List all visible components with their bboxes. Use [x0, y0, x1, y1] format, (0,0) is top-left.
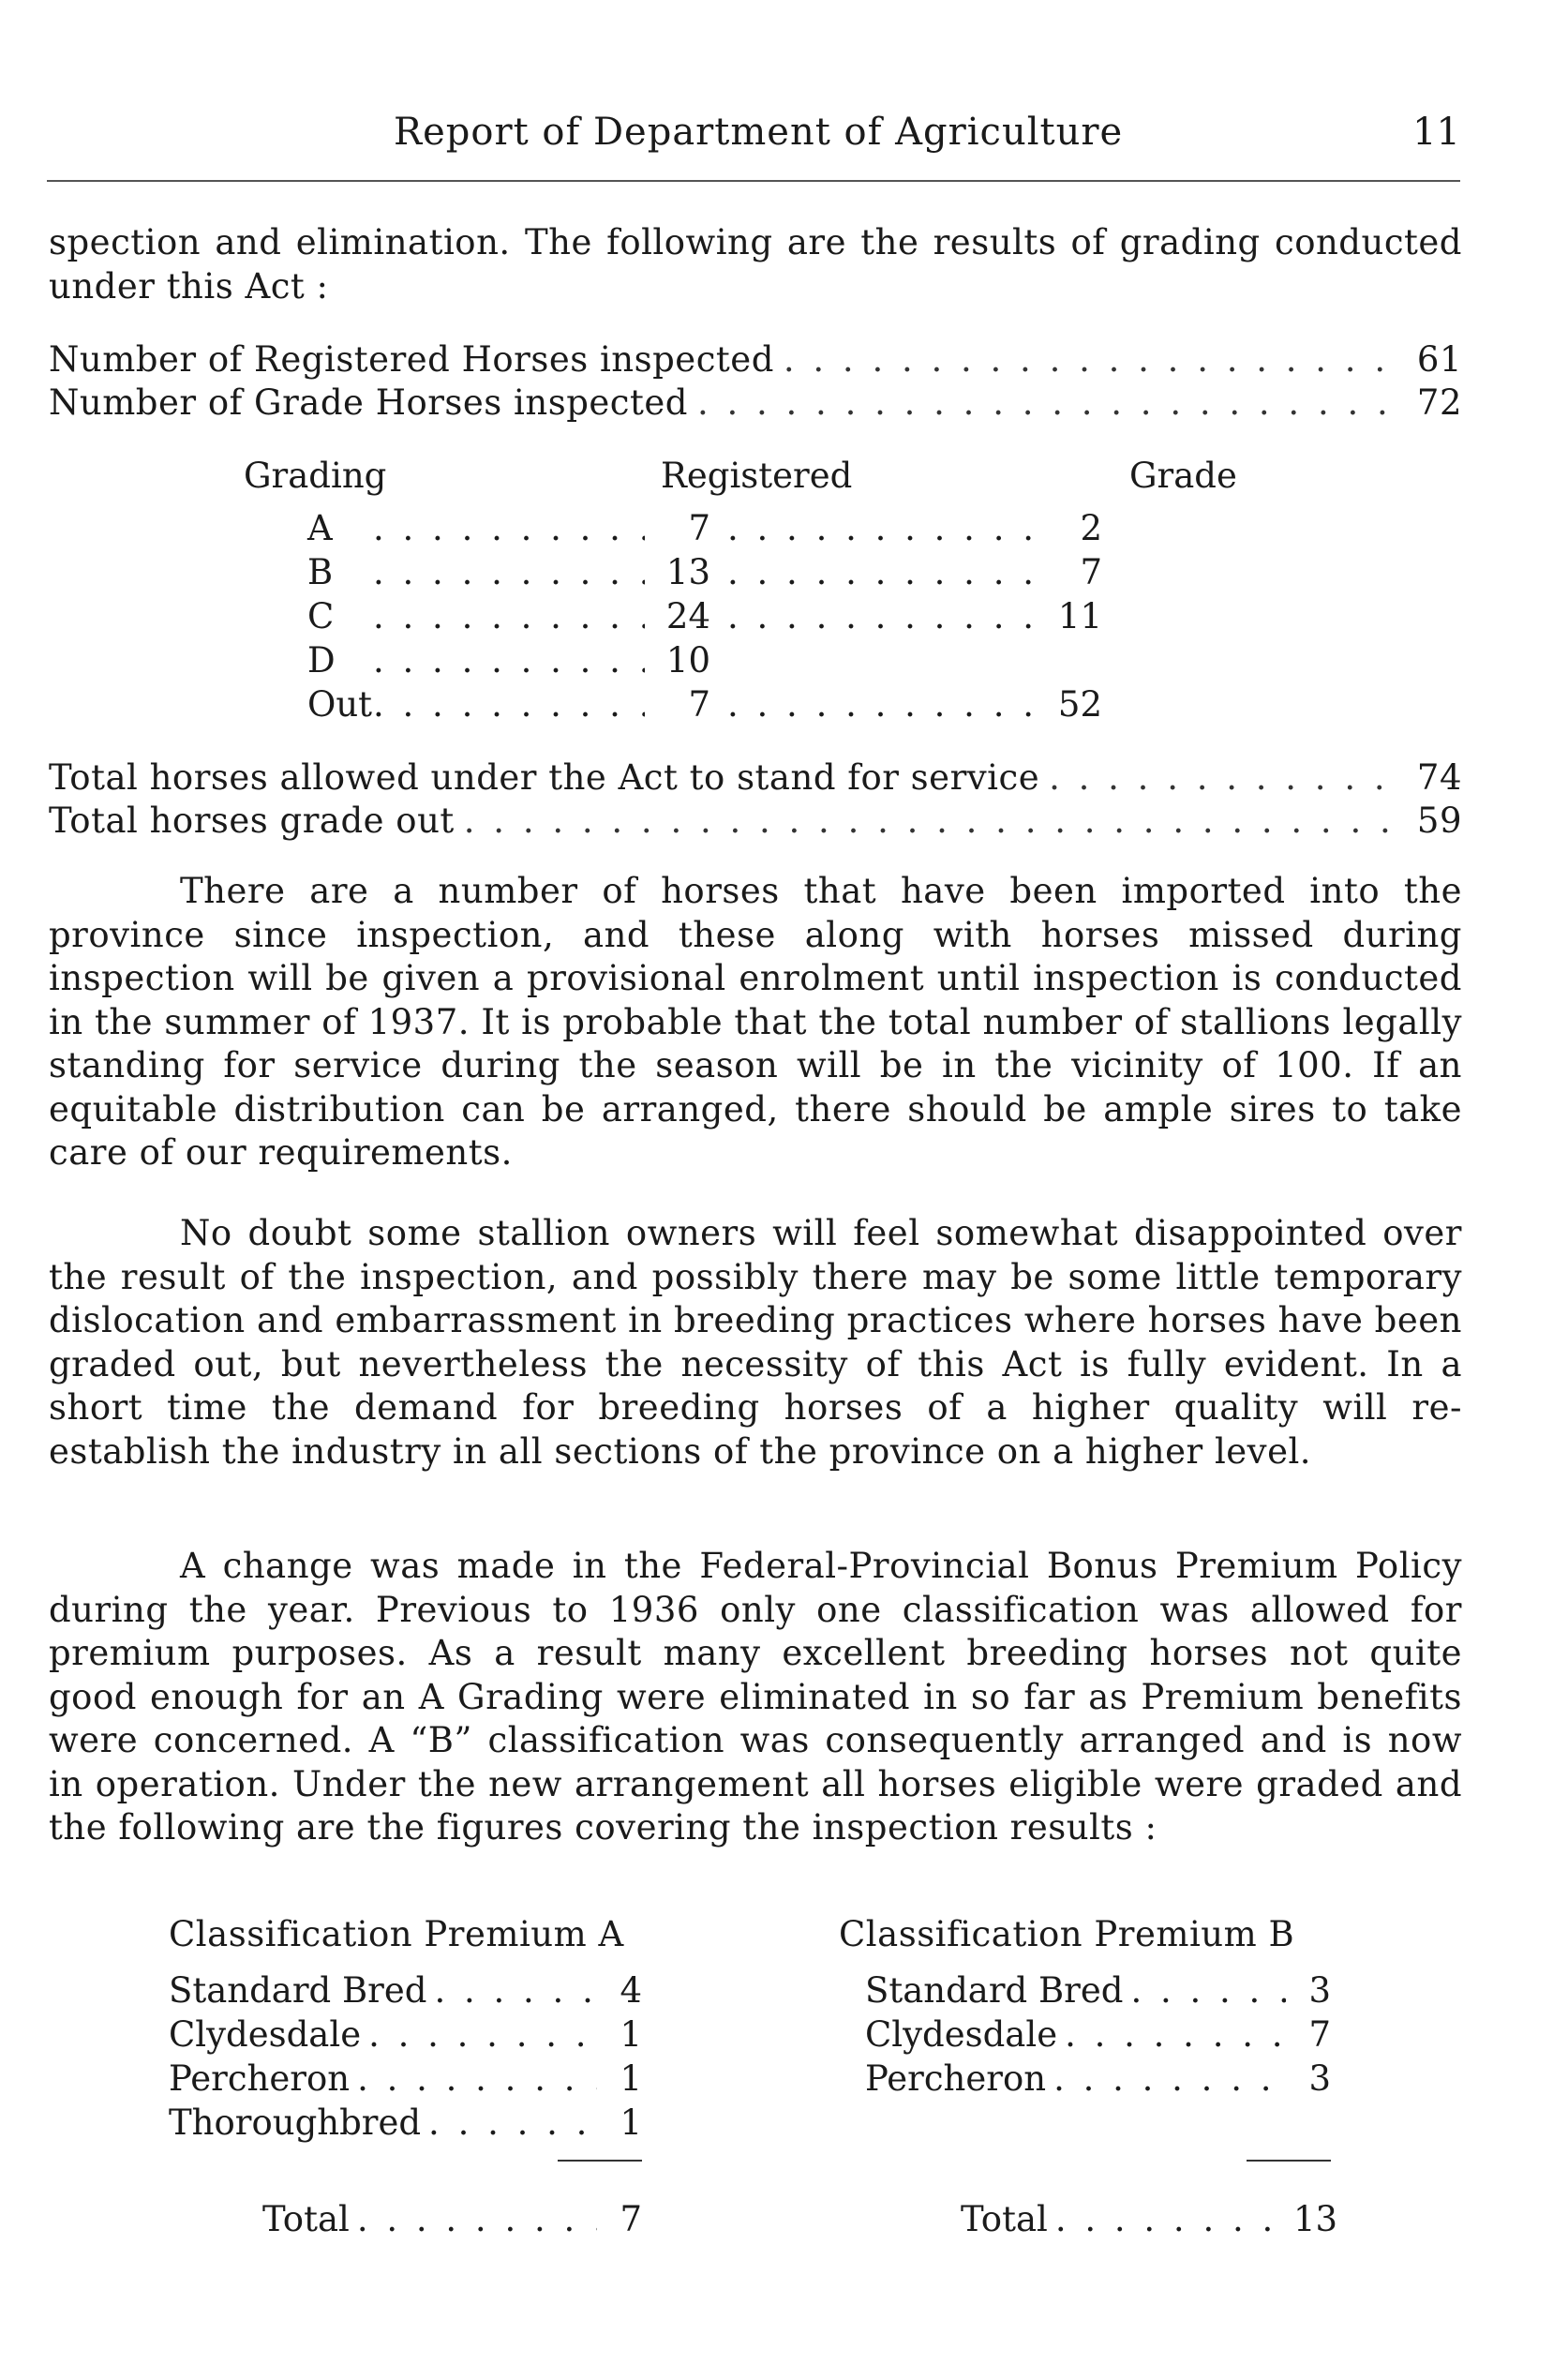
- grading-row-grade: Out: [307, 684, 373, 725]
- leader-dots: [727, 552, 1037, 592]
- body-paragraph-premium-policy: A change was made in the Federal-Provincial Bonus Premium Policy during the year. Previous to 1936 only one classification was allowed for premium purposes. As a result many excellent breeding horses not quite good enough for an A Grading were eliminated in so far as Premium benefits were concerned. A “B” classification was consequently arranged and is now in operation. Under the new arrangement all horses eligible were graded and the following are the figures covering the inspection results :: [49, 1546, 1462, 1848]
- premium-a-row: [169, 2014, 642, 2058]
- premium-b-breed: Standard Bred: [865, 1970, 1124, 2011]
- grading-row-grade: D: [307, 640, 336, 681]
- premium-a-row: [169, 2058, 642, 2102]
- premium-a-breed: Thoroughbred: [169, 2102, 422, 2143]
- leader-dots: [727, 596, 1037, 636]
- premium-b-row: [839, 2014, 1331, 2058]
- header-title: Report of Department of Agriculture: [394, 111, 1124, 154]
- premium-b-breed: Percheron: [865, 2058, 1047, 2099]
- grading-row-grade: B: [307, 552, 334, 592]
- premium-b-row: [839, 2058, 1331, 2102]
- col-header-registered: Registered: [661, 456, 853, 496]
- premium-a-count: 1: [620, 2014, 642, 2055]
- grading-row-registered: 7: [688, 684, 710, 725]
- premium-a-table: [169, 1914, 642, 2246]
- col-header-grade: Grade: [1129, 456, 1237, 496]
- leader-dots: [1065, 2014, 1286, 2055]
- leader-dots: [373, 640, 645, 681]
- premium-b-count: 3: [1308, 1970, 1331, 2011]
- leader-dots: [1053, 2058, 1286, 2099]
- premium-a-heading: Classification Premium A: [169, 1914, 624, 1954]
- leader-dots: [434, 1970, 597, 2011]
- premium-b-row: [839, 1970, 1331, 2014]
- running-header: [47, 111, 1460, 167]
- grading-table: [244, 456, 1256, 728]
- registered-inspected-label: Number of Registered Horses inspected: [49, 339, 774, 380]
- premium-b-total-label: Total: [961, 2199, 1048, 2239]
- leader-dots: [357, 2058, 597, 2099]
- grading-table-header: [244, 456, 1256, 508]
- grading-row: [244, 596, 1256, 640]
- premium-b-heading: Classification Premium B: [839, 1914, 1295, 1954]
- col-header-grading: Grading: [244, 456, 387, 496]
- leader-dots: [428, 2102, 597, 2143]
- leader-dots: [373, 684, 645, 725]
- registered-inspected-line: [49, 339, 1462, 384]
- grade-inspected-line: [49, 382, 1462, 427]
- grading-row-registered: 7: [688, 508, 710, 548]
- grading-row-registered: 24: [665, 596, 710, 636]
- leader-dots: [373, 508, 645, 548]
- leader-dots: [784, 339, 1401, 380]
- grading-row-grade: A: [307, 508, 333, 548]
- total-allowed-value: 74: [1416, 757, 1462, 798]
- leader-dots: [697, 382, 1401, 423]
- grading-row-grade-count: 7: [1080, 552, 1102, 592]
- premium-a-count: 1: [620, 2102, 642, 2143]
- premium-a-row: [169, 2102, 642, 2147]
- premium-a-total-row: [169, 2199, 642, 2246]
- premium-a-count: 4: [620, 1970, 642, 2011]
- sum-rule: [1247, 2160, 1331, 2162]
- grading-row: [244, 640, 1256, 684]
- total-grade-out-value: 59: [1416, 800, 1462, 841]
- intro-paragraph: spection and elimination. The following are the results of grading conducted under this Act :: [49, 222, 1462, 307]
- registered-inspected-value: 61: [1416, 339, 1462, 380]
- premium-b-total-row: [839, 2199, 1338, 2246]
- premium-a-count: 1: [620, 2058, 642, 2099]
- premium-b-table: [839, 1914, 1338, 2246]
- total-allowed-line: [49, 757, 1462, 802]
- sum-rule: [558, 2160, 642, 2162]
- grading-row-grade-count: 11: [1057, 596, 1102, 636]
- leader-dots: [373, 552, 645, 592]
- grading-row-grade-count: 52: [1057, 684, 1102, 725]
- premium-b-count: 7: [1308, 2014, 1331, 2055]
- grading-row-grade-count: 2: [1080, 508, 1102, 548]
- grading-row-grade: C: [307, 596, 335, 636]
- premium-a-row: [169, 1970, 642, 2014]
- page-number: 11: [1412, 111, 1460, 154]
- premium-b-total-value: 13: [1293, 2199, 1338, 2239]
- leader-dots: [727, 508, 1037, 548]
- grading-row-registered: 10: [665, 640, 710, 681]
- leader-dots: [1130, 1970, 1286, 2011]
- header-rule: [47, 180, 1460, 182]
- grading-row-registered: 13: [665, 552, 710, 592]
- grade-inspected-label: Number of Grade Horses inspected: [49, 382, 688, 423]
- leader-dots: [368, 2014, 597, 2055]
- total-grade-out-line: [49, 800, 1462, 845]
- premium-b-count: 3: [1308, 2058, 1331, 2099]
- leader-dots: [1055, 2199, 1286, 2239]
- total-allowed-label: Total horses allowed under the Act to stand for service: [49, 757, 1040, 798]
- premium-a-total-value: 7: [620, 2199, 642, 2239]
- premium-a-breed: Standard Bred: [169, 1970, 427, 2011]
- premium-a-breed: Clydesdale: [169, 2014, 362, 2055]
- premium-b-spacer: [839, 2102, 1331, 2147]
- body-paragraph-disappointed: No doubt some stallion owners will feel somewhat disappointed over the result of the inspection, and possibly there may be some little temporary dislocation and embarrassment in breeding practices where horses have been graded out, but nevertheless the necessity of this Act is fully evident. In a short time the demand for breeding horses of a higher quality will re-establish the industry in all sections of the province on a higher level.: [49, 1213, 1462, 1472]
- grading-row: [244, 552, 1256, 596]
- leader-dots: [464, 800, 1401, 841]
- leader-dots: [727, 684, 1037, 725]
- grading-row: [244, 684, 1256, 728]
- premium-b-breed: Clydesdale: [865, 2014, 1058, 2055]
- leader-dots: [373, 596, 645, 636]
- leader-dots: [1049, 757, 1401, 798]
- body-paragraph-imports: There are a number of horses that have been imported into the province since inspection, and these along with horses missed during inspection will be given a provisional enrolment until inspection is conducted in the summer of 1937. It is probable that the total number of stallions legally standing for service during the season will be in the vicinity of 100. If an equitable distribution can be arranged, there should be ample sires to take care of our requirements.: [49, 871, 1462, 1173]
- premium-a-breed: Percheron: [169, 2058, 351, 2099]
- grading-row: [244, 508, 1256, 552]
- grade-inspected-value: 72: [1416, 382, 1462, 423]
- leader-dots: [357, 2199, 597, 2239]
- total-grade-out-label: Total horses grade out: [49, 800, 455, 841]
- premium-a-total-label: Total: [262, 2199, 350, 2239]
